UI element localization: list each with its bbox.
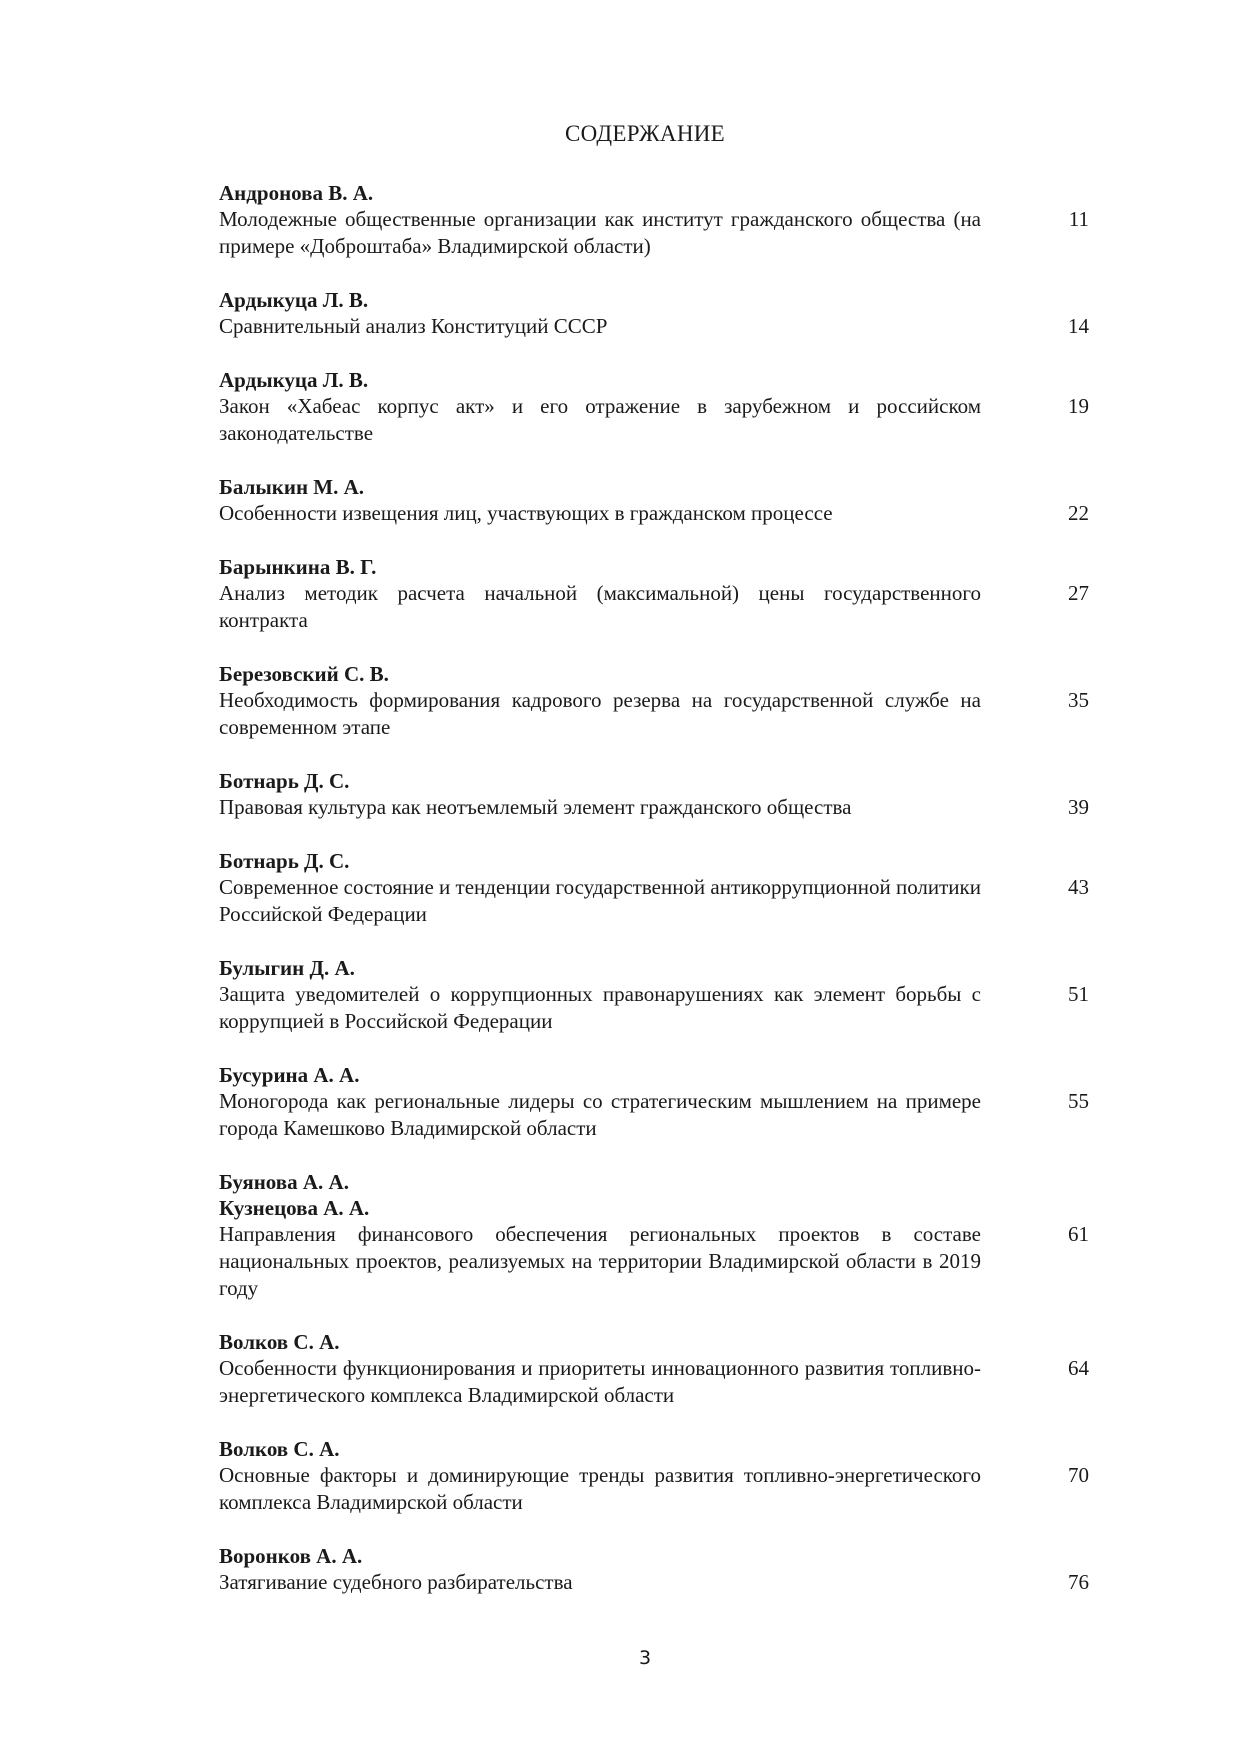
entry-title: Особенности функционирования и приоритеты инновационного развития топливно-энергетического комплекса Владимирской области	[219, 1356, 981, 1407]
entry-page-number: 11	[1068, 207, 1089, 231]
toc-entry	[219, 180, 1089, 260]
toc-entry	[219, 768, 1089, 821]
entry-page-number: 39	[1068, 795, 1089, 819]
toc-entry	[219, 1169, 1089, 1302]
entry-page-number: 76	[1068, 1570, 1089, 1594]
entry-author: Ботнарь Д. С.	[219, 769, 350, 793]
entry-page-number: 35	[1068, 688, 1089, 712]
entry-title: Направления финансового обеспечения региональных проектов в составе национальных проектов, реализуемых на территории Владимирской области в 2019 году	[219, 1222, 981, 1300]
entry-author: Балыкин М. А.	[219, 475, 365, 499]
entry-title: Закон «Хабеас корпус акт» и его отражение в зарубежном и российском законодательстве	[219, 394, 981, 445]
entry-author: Ардыкуца Л. В.	[219, 288, 369, 312]
entry-title: Анализ методик расчета начальной (максимальной) цены государственного контракта	[219, 581, 981, 632]
entry-page-number: 19	[1068, 394, 1089, 418]
toc-entry	[219, 367, 1089, 447]
entry-page-number: 43	[1068, 875, 1089, 899]
toc-entry	[219, 1436, 1089, 1516]
entry-author: Ботнарь Д. С.	[219, 849, 350, 873]
entry-author: Андронова В. А.	[219, 181, 374, 205]
page-footer-number: 3	[638, 1647, 652, 1669]
toc-list	[219, 180, 1089, 1623]
entry-author: Кузнецова А. А.	[219, 1196, 370, 1220]
entry-title: Сравнительный анализ Конституций СССР	[219, 314, 608, 338]
entry-page-number: 14	[1068, 314, 1089, 338]
toc-entry	[219, 287, 1089, 340]
entry-title: Правовая культура как неотъемлемый элемент гражданского общества	[219, 795, 852, 819]
toc-entry	[219, 848, 1089, 928]
toc-entry	[219, 1543, 1089, 1596]
entry-author: Бусурина А. А.	[219, 1063, 360, 1087]
entry-title: Современное состояние и тенденции государственной антикоррупционной политики Российской Федерации	[219, 875, 981, 926]
entry-author: Березовский С. В.	[219, 662, 389, 686]
entry-title: Защита уведомителей о коррупционных правонарушениях как элемент борьбы с коррупцией в Российской Федерации	[219, 982, 981, 1033]
entry-title: Затягивание судебного разбирательства	[219, 1570, 573, 1594]
entry-title: Необходимость формирования кадрового резерва на государственной службе на современном этапе	[219, 688, 981, 739]
entry-author: Буянова А. А.	[219, 1170, 349, 1194]
entry-author: Булыгин Д. А.	[219, 956, 355, 980]
entry-author: Барынкина В. Г.	[219, 555, 377, 579]
entry-author: Волков С. А.	[219, 1330, 340, 1354]
toc-entry	[219, 554, 1089, 634]
entry-page-number: 55	[1068, 1089, 1089, 1113]
toc-entry	[219, 955, 1089, 1035]
toc-entry	[219, 1062, 1089, 1142]
toc-entry	[219, 1329, 1089, 1409]
toc-heading: СОДЕРЖАНИЕ	[564, 121, 725, 146]
entry-page-number: 51	[1068, 982, 1089, 1006]
entry-page-number: 64	[1068, 1356, 1089, 1380]
entry-title: Молодежные общественные организации как институт гражданского общества (на примере «Доброштаба» Владимирской области)	[219, 207, 981, 258]
toc-entry	[219, 661, 1089, 741]
entry-page-number: 27	[1068, 581, 1089, 605]
entry-page-number: 22	[1068, 501, 1089, 525]
entry-title: Основные факторы и доминирующие тренды развития топливно-энергетического комплекса Владимирской области	[219, 1463, 981, 1514]
entry-page-number: 61	[1068, 1222, 1089, 1246]
entry-author: Волков С. А.	[219, 1437, 340, 1461]
entry-author: Ардыкуца Л. В.	[219, 368, 369, 392]
entry-page-number: 70	[1068, 1463, 1089, 1487]
entry-title: Особенности извещения лиц, участвующих в гражданском процессе	[219, 501, 833, 525]
toc-entry	[219, 474, 1089, 527]
entry-title: Моногорода как региональные лидеры со стратегическим мышлением на примере города Камешково Владимирской области	[219, 1089, 981, 1140]
entry-author: Воронков А. А.	[219, 1544, 363, 1568]
